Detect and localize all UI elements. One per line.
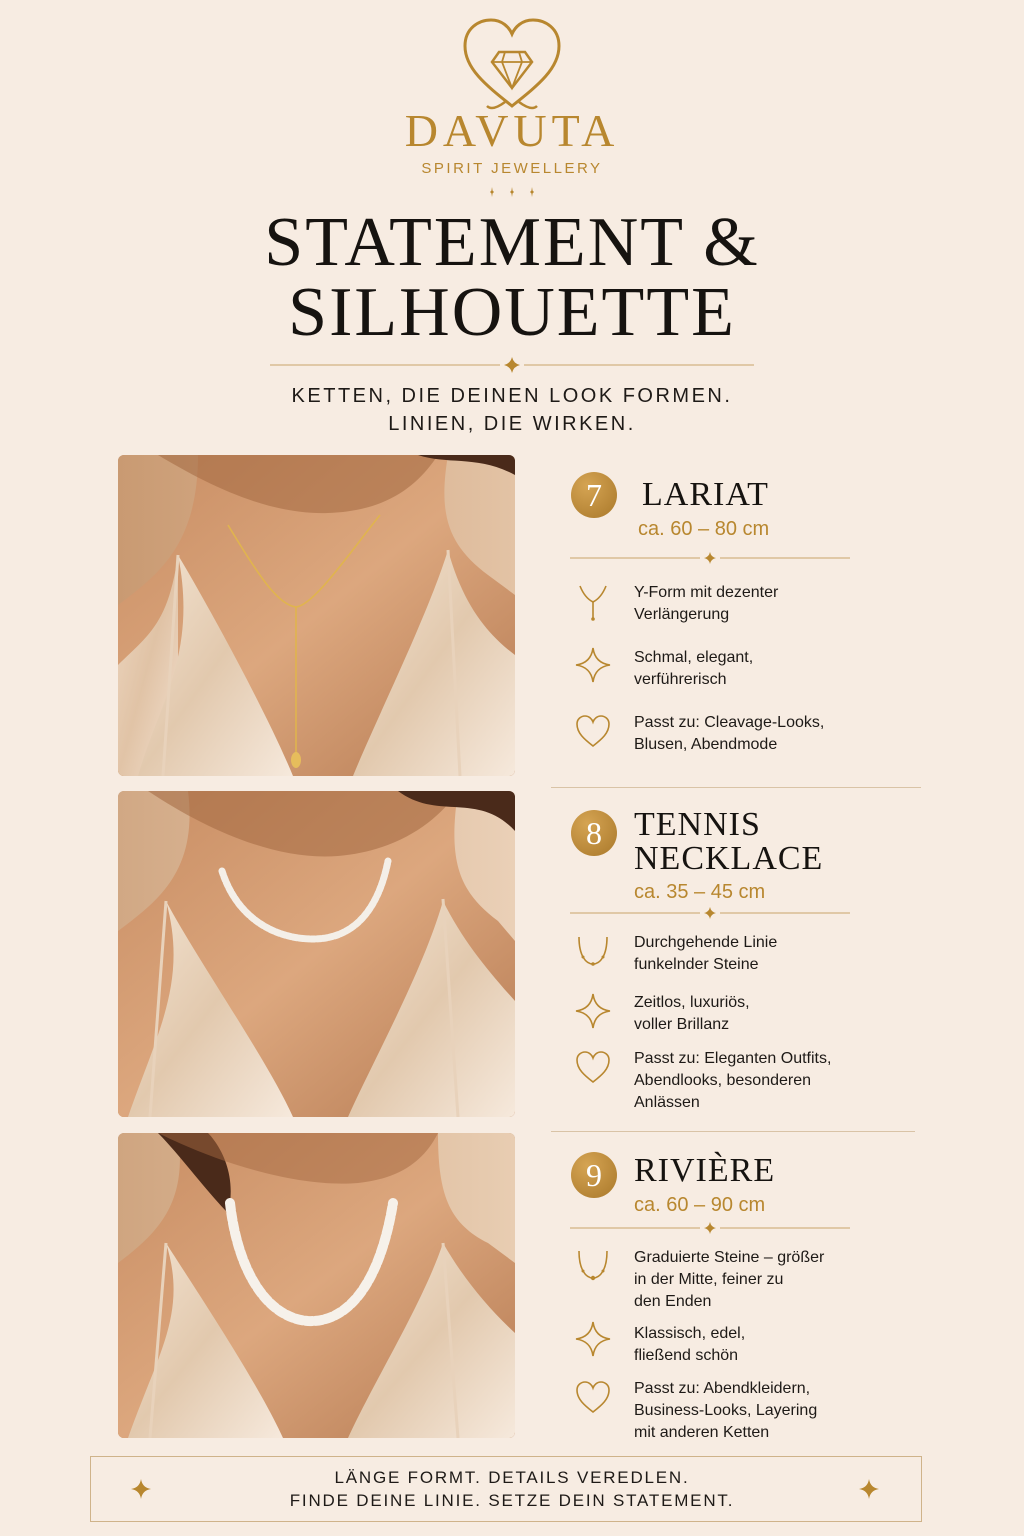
footer-sparkle-icon-right [858, 1478, 880, 1500]
feature-text-line: mit anderen Ketten [634, 1424, 770, 1441]
feature-text-line: Blusen, Abendmode [634, 736, 778, 753]
page-subtitle [162, 382, 862, 438]
section-7-feature-3 [634, 712, 904, 756]
section-7-number-badge: 7 [571, 472, 617, 518]
section-8-length: ca. 35 – 45 cm [634, 881, 766, 903]
section-9-title: RIVIÈRE [634, 1152, 776, 1189]
page-subtitle-line2: LINIEN, DIE WIRKEN. [388, 413, 636, 435]
y-shape-icon [574, 584, 612, 622]
section-separator [551, 1131, 915, 1132]
necklace-curve-icon [574, 934, 612, 972]
feature-text-line: Passt zu: Abendkleidern, [634, 1380, 811, 1397]
section-8-title-line2: NECKLACE [634, 840, 824, 877]
feature-text-line: Graduierte Steine – größer [634, 1249, 825, 1266]
section-8-title-line1: TENNIS [634, 806, 761, 843]
page-title [112, 204, 912, 351]
heart-icon [574, 1048, 612, 1086]
section-9-feature-2 [634, 1323, 904, 1367]
footer-slogan [190, 1466, 834, 1512]
heart-icon [574, 712, 612, 750]
feature-text-line: Passt zu: Eleganten Outfits, [634, 1050, 832, 1067]
section-7-feature-1 [634, 582, 904, 626]
feature-text-line: Y-Form mit dezenter [634, 584, 779, 601]
section-8-feature-3 [634, 1048, 904, 1114]
feature-text-line: Schmal, elegant, [634, 649, 754, 666]
brand-logo-heart-gem-icon [457, 14, 567, 114]
section-9-number-badge: 9 [571, 1152, 617, 1198]
riviere-model-photo [118, 1133, 515, 1438]
brand-name: DAVUTA [404, 105, 620, 156]
sparkle-icon [574, 646, 612, 684]
feature-text-line: Passt zu: Cleavage-Looks, [634, 714, 825, 731]
page-title-line1: STATEMENT & [264, 204, 760, 281]
section-8-number-badge: 8 [571, 810, 617, 856]
sparkle-icon [574, 992, 612, 1030]
section-7-feature-2 [634, 647, 904, 691]
feature-text-line: Zeitlos, luxuriös, [634, 994, 750, 1011]
feature-text-line: Abendlooks, besonderen [634, 1072, 812, 1089]
section-8-title [634, 808, 823, 876]
sparkle-icon [574, 1320, 612, 1358]
heart-icon [574, 1378, 612, 1416]
footer-slogan-line1: LÄNGE FORMT. DETAILS VEREDLEN. [334, 1468, 690, 1487]
lariat-model-photo [118, 455, 515, 776]
section-7-divider [570, 551, 850, 565]
feature-text-line: verführerisch [634, 671, 727, 688]
footer-slogan-line2: FINDE DEINE LINIE. SETZE DEIN STATEMENT. [289, 1491, 735, 1510]
feature-text-line: Verlängerung [634, 606, 730, 623]
feature-text-line: Durchgehende Linie [634, 934, 778, 951]
page-title-line2: SILHOUETTE [288, 274, 736, 351]
necklace-curve-icon [574, 1248, 612, 1286]
feature-text-line: funkelnder Steine [634, 956, 759, 973]
page-subtitle-line1: KETTEN, DIE DEINEN LOOK FORMEN. [291, 385, 733, 407]
section-separator [551, 787, 921, 788]
section-9-feature-3 [634, 1378, 904, 1444]
footer-sparkle-icon-left [130, 1478, 152, 1500]
section-9-length: ca. 60 – 90 cm [634, 1194, 766, 1216]
section-9-divider [570, 1221, 850, 1235]
section-8-feature-2 [634, 992, 904, 1036]
section-9-feature-1 [634, 1247, 904, 1313]
section-7-title: LARIAT [642, 476, 769, 513]
feature-text-line: Business-Looks, Layering [634, 1402, 818, 1419]
feature-text-line: den Enden [634, 1293, 712, 1310]
tennis-necklace-model-photo [118, 791, 515, 1117]
feature-text-line: Anlässen [634, 1094, 700, 1111]
feature-text-line: Klassisch, edel, [634, 1325, 746, 1342]
section-8-feature-1 [634, 932, 904, 976]
feature-text-line: fließend schön [634, 1347, 739, 1364]
feature-text-line: voller Brillanz [634, 1016, 730, 1033]
title-divider [270, 356, 754, 374]
decorative-stars-icon [462, 184, 562, 200]
brand-tagline: SPIRIT JEWELLERY [421, 160, 603, 177]
feature-text-line: in der Mitte, feiner zu [634, 1271, 784, 1288]
section-7-length: ca. 60 – 80 cm [638, 518, 770, 540]
section-8-divider [570, 906, 850, 920]
